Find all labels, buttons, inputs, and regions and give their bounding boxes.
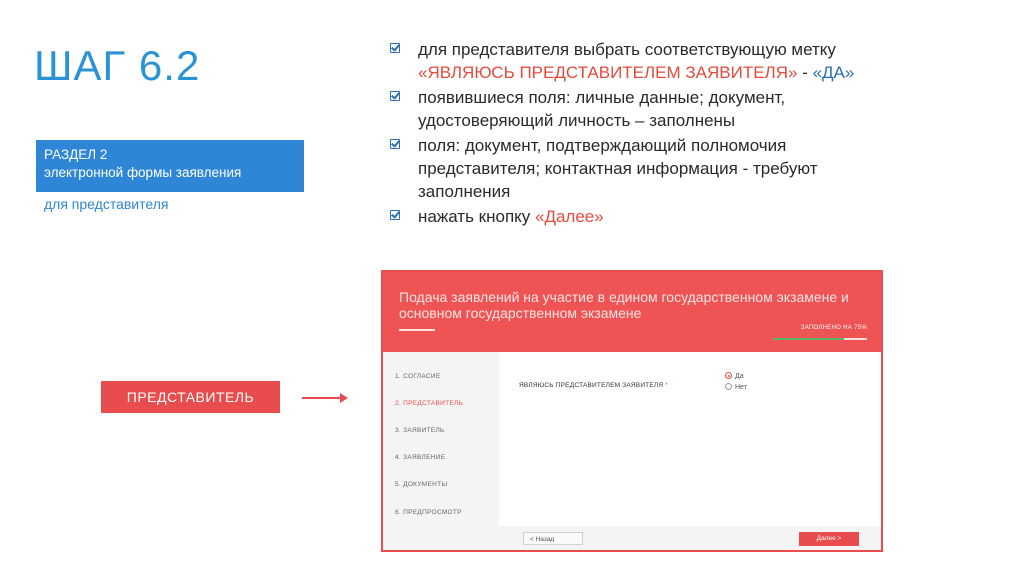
- section-line-2: электронной формы заявления: [44, 165, 242, 180]
- instruction-text: поля: документ, подтверждающий полномочия: [418, 136, 787, 155]
- checkbox-icon: [390, 210, 400, 220]
- instruction-text: появившиеся поля: личные данные; документ,: [418, 88, 786, 107]
- sidebar-step-1[interactable]: 1. СОГЛАСИЕ: [395, 373, 441, 380]
- required-mark: *: [665, 382, 669, 389]
- form-main-area: [499, 352, 881, 526]
- sidebar-step-5[interactable]: 5. ДОКУМЕНТЫ: [395, 481, 448, 488]
- back-button[interactable]: < Назад: [523, 532, 583, 545]
- radio-option-yes[interactable]: [725, 372, 744, 380]
- sidebar-step-4[interactable]: 4. ЗАЯВЛЕНИЕ: [395, 454, 446, 461]
- field-label-text: ЯВЛЯЮСЬ ПРЕДСТАВИТЕЛЕМ ЗАЯВИТЕЛЯ: [519, 382, 664, 389]
- sidebar-step-6[interactable]: 6. ПРЕДПРОСМОТР: [395, 509, 462, 516]
- separator: -: [797, 63, 813, 82]
- sidebar-step-3[interactable]: 3. ЗАЯВИТЕЛЬ: [395, 427, 445, 434]
- highlight-label: «ЯВЛЯЮСЬ ПРЕДСТАВИТЕЛЕМ ЗАЯВИТЕЛЯ»: [418, 63, 798, 82]
- highlight-button-name: «Далее»: [535, 207, 604, 226]
- representative-button[interactable]: ПРЕДСТАВИТЕЛЬ: [101, 381, 280, 413]
- instruction-text-line: [418, 61, 990, 84]
- instruction-text: для представителя выбрать соответствующую метку: [418, 40, 836, 59]
- instruction-text: нажать кнопку: [418, 207, 535, 226]
- instruction-text: заполнения: [418, 182, 511, 201]
- radio-label-yes: Да: [735, 373, 744, 380]
- title-underline: [399, 329, 435, 331]
- instruction-text-line: [418, 205, 990, 228]
- progress-label: ЗАПОЛНЕНО НА 75%: [800, 325, 867, 331]
- sidebar-step-2[interactable]: 2. ПРЕДСТАВИТЕЛЬ: [395, 400, 464, 407]
- instruction-item: [390, 86, 990, 132]
- checkbox-icon: [390, 43, 400, 53]
- checkbox-icon: [390, 139, 400, 149]
- checkbox-icon: [390, 91, 400, 101]
- instruction-item: [390, 134, 990, 203]
- radio-label-no: Нет: [735, 384, 747, 391]
- radio-icon[interactable]: [725, 372, 732, 379]
- instruction-text: удостоверяющий личность – заполнены: [418, 111, 736, 130]
- arrow-right-icon: [302, 397, 346, 399]
- instruction-list: [390, 38, 990, 230]
- form-header-title: Подача заявлений на участие в едином государственном экзамене и основном государственном экзамене: [399, 289, 849, 321]
- section-box: [36, 140, 304, 192]
- next-button[interactable]: Далее >: [799, 532, 859, 546]
- highlight-value: «ДА»: [812, 63, 855, 82]
- section-subtitle: для представителя: [44, 196, 169, 212]
- instruction-item: [390, 205, 990, 228]
- progress-bar: [773, 338, 867, 340]
- instruction-text: представителя; контактная информация - требуют: [418, 159, 818, 178]
- progress-fill: [773, 338, 844, 340]
- form-screenshot: [381, 270, 883, 552]
- instruction-item: [390, 38, 990, 84]
- radio-option-no[interactable]: [725, 383, 747, 391]
- form-header: [383, 272, 881, 352]
- form-footer: [499, 526, 881, 552]
- representative-field-label: [519, 382, 668, 389]
- form-steps-sidebar: [383, 352, 500, 552]
- radio-icon[interactable]: [725, 383, 732, 390]
- section-line-1: РАЗДЕЛ 2: [44, 147, 108, 162]
- slide-title: ШАГ 6.2: [34, 42, 201, 89]
